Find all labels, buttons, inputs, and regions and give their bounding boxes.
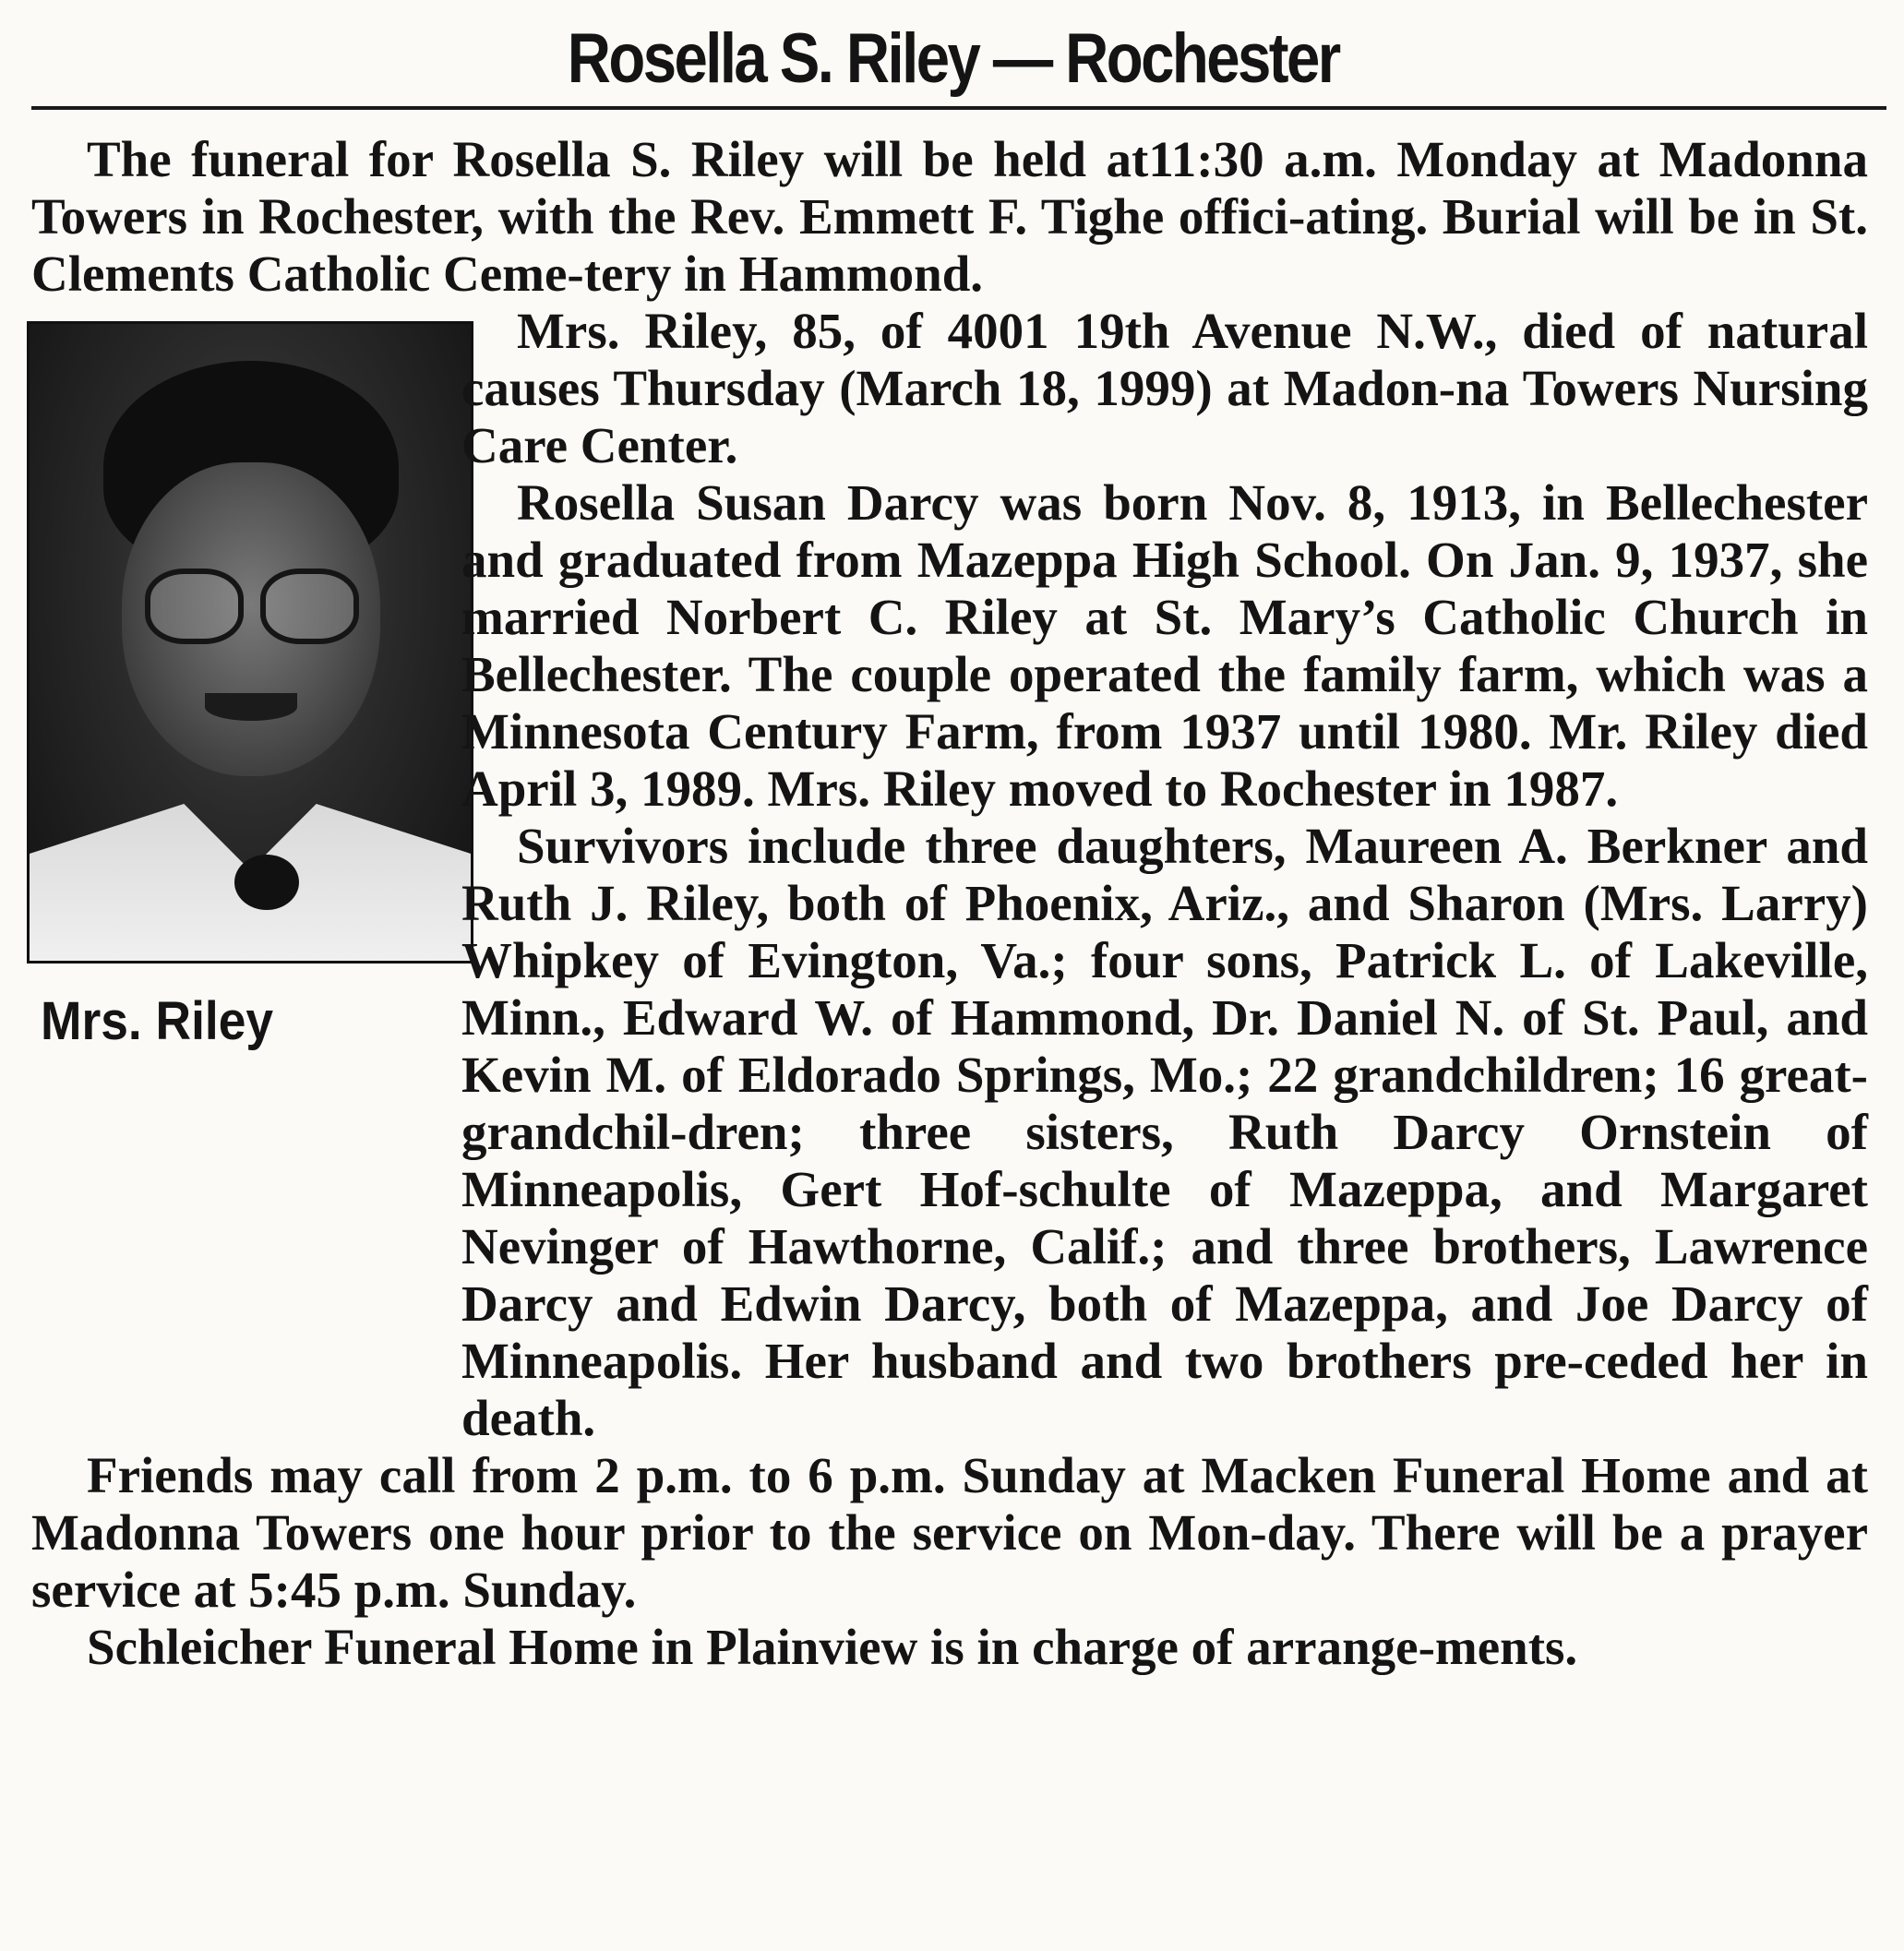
paragraph-funeral: The funeral for Rosella S. Riley will be held at11:30 a.m. Monday at Madonna Towers in Rochester, with the Rev. Emmett F. Tighe offici-ating. Burial will be in St. Clements Catholic Ceme-tery in Hammond.: [31, 131, 1868, 302]
article-body: [31, 131, 1868, 1676]
headline: Rosella S. Riley — Rochester: [567, 19, 1339, 98]
paragraph-survivors: Survivors include three daughters, Maureen A. Berkner and Ruth J. Riley, both of Phoenix, Ariz., and Sharon (Mrs. Larry) Whipkey of Evington, Va.; four sons, Patrick L. of Lakeville, Minn., Edward W. of Hammond, Dr. Daniel N. of St. Paul, and Kevin M. of Eldorado Springs, Mo.; 22 grandchildren; 16 great-grandchil-dren; three sisters, Ruth Darcy Ornstein of Minneapolis, Gert Hof-schulte of Mazeppa, and Margaret Nevinger of Hawthorne, Calif.; and three brothers, Lawrence Darcy and Edwin Darcy, both of Mazeppa, and Joe Darcy of Minneapolis. Her husband and two brothers pre-ceded her in death.: [461, 818, 1868, 1446]
headline-rule: [31, 106, 1886, 110]
paragraph-visitation: Friends may call from 2 p.m. to 6 p.m. Sunday at Macken Funeral Home and at Madonna Towers one hour prior to the service on Mon-day. There will be a prayer service at 5:45 p.m. Sunday.: [31, 1447, 1868, 1618]
paragraph-death: Mrs. Riley, 85, of 4001 19th Avenue N.W., died of natural causes Thursday (March 18, 1999) at Madon-na Towers Nursing Care Center.: [461, 303, 1868, 473]
photo-caption: Mrs. Riley: [41, 991, 274, 1051]
paragraph-biography: Rosella Susan Darcy was born Nov. 8, 1913, in Bellechester and graduated from Mazeppa High School. On Jan. 9, 1937, she married Norbert C. Riley at St. Mary’s Catholic Church in Bellechester. The couple operated the family farm, which was a Minnesota Century Farm, from 1937 until 1980. Mr. Riley died April 3, 1989. Mrs. Riley moved to Rochester in 1987.: [461, 474, 1868, 817]
paragraph-arrangements: Schleicher Funeral Home in Plainview is in charge of arrange-ments.: [87, 1619, 1578, 1675]
photo-space: [0, 474, 461, 1416]
